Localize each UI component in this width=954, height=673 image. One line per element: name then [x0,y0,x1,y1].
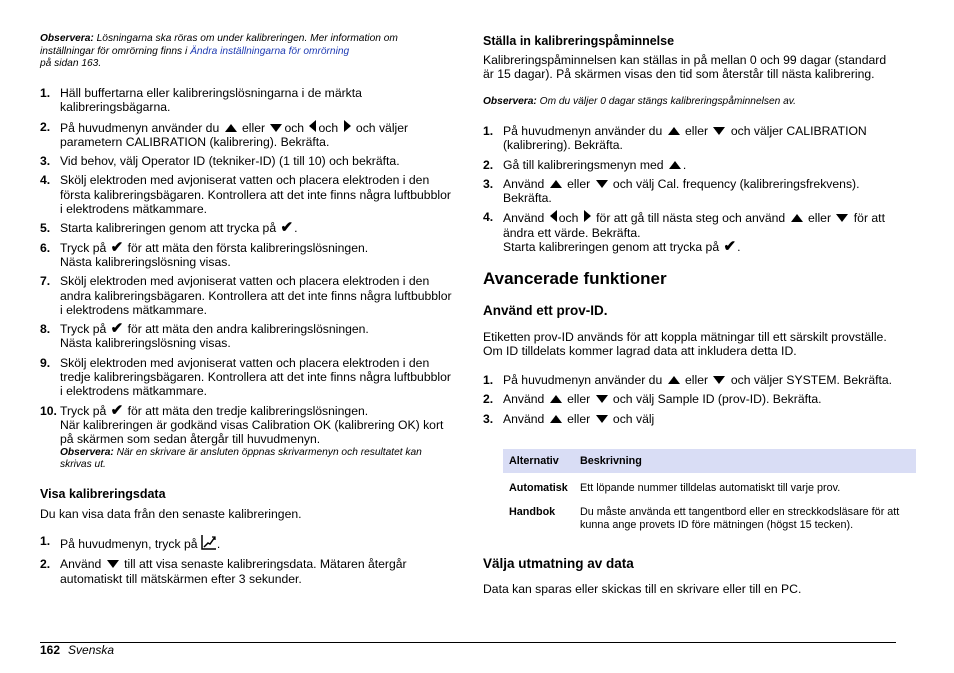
step-number: 8. [40,322,51,337]
footer-divider [40,642,896,643]
step-text: Använd [503,211,548,226]
step-text: På huvudmenyn använder du [503,373,666,387]
up-arrow-icon [668,376,680,384]
step-number: 6. [40,240,51,255]
step-text: för att mäta den första kalibreringslösningen. [124,240,369,255]
step-number: 10. [40,403,57,418]
step-text: eller [563,176,594,191]
note-text: Lösningarna ska röras om under kalibreringen. Mer information om inställningar för omrörning finns i [40,33,398,57]
up-arrow-icon [225,124,237,132]
up-arrow-icon [550,180,562,188]
step-text: . [294,221,298,236]
step-subtext: Nästa kalibreringslösning visas. [60,336,231,351]
right-arrow-icon [344,120,351,132]
confirm-check-icon: ✔ [110,401,124,419]
down-arrow-icon [713,127,725,135]
step-text: Skölj elektroden med avjoniserat vatten och placera elektroden i den andra kalibreringsbägaren. Kontrollera att det inte finns några luftbubblor i elektrodens mätkammare. [60,274,452,317]
right-arrow-icon [584,210,591,222]
step-text: och väljer CALIBRATION (kalibrering). Bekräfta. [503,124,867,153]
step-number: 1. [483,124,494,138]
up-arrow-icon [550,395,562,403]
step-text: för att ändra ett värde. Bekräfta. [503,211,885,240]
footer-language: Svenska [68,643,115,657]
step-text: Tryck på [60,322,110,337]
reminder-note [483,96,895,109]
visa-steps [40,534,452,586]
step-number: 1. [40,86,51,100]
list-item [483,158,895,172]
down-arrow-icon [270,124,282,132]
down-arrow-icon [107,560,119,568]
step-text: På huvudmenyn använder du [503,124,666,138]
down-arrow-icon [596,415,608,423]
step-text: . [682,157,687,172]
list-item [483,373,895,387]
step-text: eller [681,373,712,387]
step-subtext-text: Starta kalibreringen genom att trycka på [503,240,723,255]
page-number: 162 [40,643,61,657]
printer-note [60,447,452,471]
step-text: På huvudmenyn, tryck på [60,537,201,551]
confirm-check-icon: ✔ [723,238,737,256]
list-item [40,356,452,399]
step-text: och välj [609,411,655,426]
step-text: och [318,120,342,135]
step-text: för att mäta den tredje kalibreringslösningen. [124,403,369,418]
step-text: eller [681,124,712,138]
step-text: . [216,537,221,551]
up-arrow-icon [668,127,680,135]
stirring-note [40,33,444,71]
down-arrow-icon [713,376,725,384]
step-text: eller [804,211,835,226]
step-number: 1. [40,534,51,548]
reminder-heading: Ställa in kalibreringspåminnelse [483,34,675,48]
left-arrow-icon [309,120,316,132]
table-cell-value: Ett löpande nummer tilldelas automatiskt till varje prov. [580,482,841,494]
page-footer [40,643,114,657]
stirring-settings-link[interactable]: Ändra inställningarna för omrörning [190,45,350,57]
list-item [483,177,895,206]
list-item [40,238,452,270]
reminder-intro: Kalibreringspåminnelsen kan ställas in på mellan 0 och 99 dagar (standard är 15 dagar). På skärmen visas den tid som återstår till nästa kalibrering. [483,53,887,82]
step-text: Gå till kalibreringsmenyn med [503,157,667,172]
up-arrow-icon [669,161,681,169]
list-item [40,534,452,551]
step-text: På huvudmenyn använder du [60,120,223,135]
step-number: 9. [40,355,51,370]
step-text: för att mäta den andra kalibreringslösningen. [124,322,369,337]
note-page-ref: på sidan 163. [40,58,102,70]
note-label: Observera: [60,446,114,458]
step-text: Använd [503,392,548,407]
list-item [483,210,895,254]
list-item [40,274,452,317]
confirm-check-icon: ✔ [280,219,294,237]
list-item [40,401,452,471]
step-number: 7. [40,274,51,289]
step-number: 5. [40,221,51,236]
step-subtext: Nästa kalibreringslösning visas. [60,254,231,269]
down-arrow-icon [836,214,848,222]
list-item [40,322,452,351]
step-text: Skölj elektroden med avjoniserat vatten och placera elektroden i den tredje kalibreringsbägaren. Kontrollera att det inte finns några luftbubblor i elektrodens mätkammare. [60,355,451,399]
table-cell-key: Handbok [509,506,556,518]
step-text: eller [563,411,594,426]
table-row [503,473,916,499]
options-table [503,449,916,536]
output-heading: Välja utmatning av data [483,556,634,571]
step-text: och välj Cal. frequency (kalibreringsfrekvens). Bekräfta. [503,176,860,206]
table-row [503,499,916,536]
list-item [483,392,895,406]
step-number: 4. [40,173,51,188]
output-text: Data kan sparas eller skickas till en skrivare eller till en PC. [483,582,802,596]
table-cell-key: Automatisk [509,482,568,494]
table-cell-value: Du måste använda ett tangentbord eller en streckkodsläsare för att kunna ange provets ID före mätningen (högst 15 tecken). [580,506,900,531]
step-text: och väljer SYSTEM. Bekräfta. [727,373,893,387]
step-number: 2. [483,392,494,407]
step-subtext [503,240,895,254]
step-text: och väljer parametern CALIBRATION (kalibrering). Bekräfta. [60,120,409,149]
graph-icon [201,534,217,550]
step-text: Använd [503,411,548,426]
table-header: Alternativ [503,449,574,473]
up-arrow-icon [791,214,803,222]
table-header: Beskrivning [574,449,916,473]
step-text: Häll buffertarna eller kalibreringslösningarna i de märkta kalibreringsbägarna. [60,86,362,115]
step-number: 3. [483,411,494,426]
step-number: 2. [483,157,494,172]
step-text: för att gå till nästa steg och använd [592,211,789,226]
confirm-check-icon: ✔ [110,238,124,256]
sample-id-heading: Använd ett prov-ID. [483,303,608,318]
advanced-heading: Avancerade funktioner [483,269,667,288]
list-item [483,124,895,153]
step-number: 1. [483,373,494,387]
step-text: Använd [60,557,105,572]
reminder-steps [483,124,895,254]
list-item [40,173,452,216]
list-item [40,154,452,168]
step-text: Vid behov, välj Operator ID (tekniker-ID) (1 till 10) och bekräfta. [60,154,400,169]
list-item [483,412,895,426]
step-number: 3. [40,154,51,169]
step-number: 2. [40,557,51,572]
step-text: Starta kalibreringen genom att trycka på [60,221,280,236]
note-label: Observera: [40,33,94,44]
note-label: Observera: [483,96,537,107]
down-arrow-icon [596,395,608,403]
step-text: eller [238,120,269,135]
step-subtext-text: . [737,240,741,255]
step-number: 3. [483,176,494,191]
step-text: Skölj elektroden med avjoniserat vatten och placera elektroden i den första kalibreringsbägaren. Kontrollera att det inte finns några luftbubblor i elektrodens mätkammare. [60,173,451,217]
step-number: 2. [40,119,51,134]
step-text: och [284,120,308,135]
step-text: Använd [503,176,548,191]
step-subtext: När kalibreringen är godkänd visas Calibration OK (kalibrering OK) kort på skärmen som sedan återgår till huvudmenyn. [60,417,444,447]
step-text: till att visa senaste kalibreringsdata. Mätaren återgår automatiskt till mätskärmen efter 3 sekunder. [60,557,407,586]
sample-id-steps [483,373,895,426]
up-arrow-icon [550,415,562,423]
confirm-check-icon: ✔ [110,320,124,338]
step-text: och välj Sample ID (prov-ID). Bekräfta. [609,392,822,407]
list-item [40,120,452,150]
list-item [40,557,452,586]
step-text: och [558,211,582,226]
list-item [40,221,452,235]
visa-heading: Visa kalibreringsdata [40,487,166,501]
note-text: Om du väljer 0 dagar stängs kalibreringspåminnelsen av. [536,96,796,107]
note-text: När en skrivare är ansluten öppnas skrivarmenyn och resultatet kan skrivas ut. [60,446,422,470]
step-text: Tryck på [60,240,110,255]
table-header-row [503,449,916,473]
step-text: Tryck på [60,403,110,418]
step-text: eller [563,392,594,407]
down-arrow-icon [596,180,608,188]
left-arrow-icon [550,210,557,222]
visa-intro: Du kan visa data från den senaste kalibreringen. [40,507,302,521]
sample-id-intro: Etiketten prov-ID används för att koppla mätningar till ett särskilt provställe. Om ID tilldelats kommer lagrad data att inkludera detta ID. [483,330,887,359]
list-item [40,86,452,115]
step-number: 4. [483,210,494,225]
calibration-steps [40,86,452,471]
